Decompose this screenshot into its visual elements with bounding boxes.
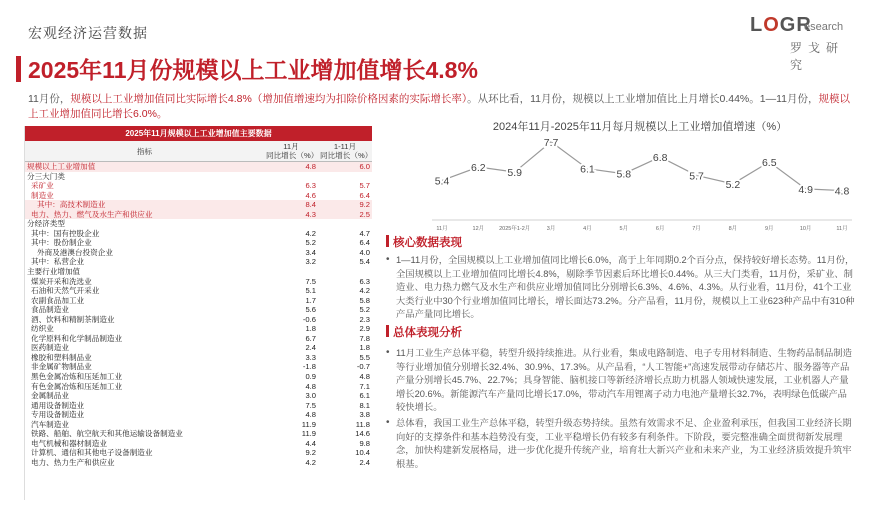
row-name: 黑色金属冶炼和压延加工业: [31, 372, 123, 382]
data-table-panel: [24, 126, 372, 500]
row-ytd-value: 7.1: [359, 381, 370, 391]
row-nov-value: 4.2: [305, 228, 316, 238]
row-nov-value: 4.8: [305, 381, 316, 391]
table-row: [25, 286, 372, 296]
data-label: 5.7: [689, 170, 704, 183]
table-row: [25, 334, 372, 344]
row-name: 非金属矿物制品业: [31, 362, 92, 372]
x-tick-label: 12月: [472, 226, 485, 232]
row-nov-value: 4.3: [264, 210, 318, 220]
logo-mark: LOGR: [750, 14, 812, 36]
core-data-text: 1—11月份，全国规模以上工业增加值同比增长6.0%，高于上年同期0.2个百分点，保持较好增长态势。11月份，全国规模以上工业增加值同比增长4.8%，剔除季节因素后环比增长0.44%。从三大门类看，11月份，采矿业、制造业、电力热力燃气及水生产和供应业增加值同比分别增长6.3%、4.6%、4.3%。从行业看，11月份，41个工业大类行业中30个行业增加值同比增长，增长面达73.2%。分产品看，11月份，规模以上工业623种产品中有310种产品产量同比增长。: [396, 255, 855, 320]
x-tick-label: 8月: [728, 226, 738, 232]
row-ytd-value: 7.8: [359, 333, 370, 343]
table-row: [25, 210, 372, 220]
table-row: [25, 401, 372, 411]
overall-text-1: 11月工业生产总体平稳，转型升级持续推进。从行业看，集成电路制造、电子专用材料制造、生物药品制品制造等行业增加值分别增长32.4%、30.9%、17.3%。从产品看，“人工智能+”高速发展带动存储芯片、服务器等产品产量分别增长45.7%、22.7%；具身智能、脑机接口等新经济增长点助力机器人领域快速发展，工业机器人产量增长20.6%。新能源汽车产量同比增长17.0%，带动汽车用锂离子动力电池产量增长32.7%，表明绿色低碳产品较快增长。: [396, 348, 852, 413]
row-ytd-value: 8.1: [359, 400, 370, 410]
row-nov-value: -0.6: [302, 314, 316, 324]
table-row: [25, 257, 372, 267]
x-tick-label: 2025年1-2月: [499, 226, 531, 232]
heading-bar: [386, 325, 389, 337]
row-ytd-value: 5.4: [359, 257, 370, 267]
table-row: [25, 420, 372, 430]
x-tick-label: 10月: [799, 226, 812, 232]
row-name: 分经济类型: [27, 219, 65, 229]
row-nov-value: 4.4: [305, 438, 316, 448]
row-name: 化学原料和化学制品制造业: [31, 333, 123, 343]
core-data-heading: [386, 234, 462, 250]
row-ytd-value: 14.6: [355, 429, 370, 439]
data-label: 7.7: [543, 136, 559, 149]
row-nov-value: 11.9: [301, 429, 316, 439]
section-label: 宏观经济运营数据: [28, 25, 148, 41]
row-name: 纺织业: [31, 324, 54, 334]
x-tick-label: 11月: [436, 226, 448, 232]
row-name: 采矿业: [31, 181, 54, 191]
row-name: 有色金属冶炼和压延加工业: [31, 381, 123, 391]
data-label: 5.9: [507, 167, 523, 180]
intro-highlight-1: 规模以上工业增加值同比实际增长4.8%（增加值增速均为扣除价格因素的实际增长率）: [70, 93, 468, 105]
row-nov-value: 1.7: [305, 295, 316, 305]
row-name: 制造业: [31, 190, 54, 200]
row-name: 专用设备制造业: [31, 410, 85, 420]
data-label: 6.5: [761, 156, 777, 169]
row-ytd-value: [318, 172, 372, 182]
logo-research-text: esearch: [804, 21, 844, 33]
table-row: [25, 324, 372, 334]
logo: [750, 12, 860, 72]
table-row: [25, 343, 372, 353]
row-name: 其中：国有控股企业: [31, 228, 100, 238]
table-row: [25, 458, 372, 468]
row-name: 金属制品业: [31, 391, 69, 401]
table-row: [25, 448, 372, 458]
row-nov-value: [264, 172, 318, 182]
x-tick-label: 11月: [836, 226, 848, 232]
overall-heading-text: 总体表现分析: [393, 327, 462, 339]
row-nov-value: [264, 219, 318, 229]
x-tick-label: 5月: [619, 226, 629, 232]
chart-title: 2024年11月-2025年11月每月规模以上工业增加值增速（%）: [492, 121, 788, 133]
x-tick-label: 9月: [764, 226, 774, 232]
data-label: 5.2: [725, 178, 741, 191]
row-nov-value: -1.8: [302, 362, 316, 372]
table-row: [25, 219, 372, 229]
row-nov-value: 5.6: [305, 305, 316, 315]
row-name: 铁路、船舶、航空航天和其他运输设备制造业: [31, 429, 183, 439]
row-name: 分三大门类: [27, 171, 65, 181]
table-title: 2025年11月规模以上工业增加值主要数据: [25, 126, 372, 141]
row-name: 酒、饮料和精制茶制造业: [31, 314, 115, 324]
row-nov-value: 4.8: [305, 410, 316, 420]
row-ytd-value: 6.0: [318, 162, 372, 172]
title-accent-bar: [16, 56, 21, 82]
col-header-indicator: 指标: [25, 141, 264, 162]
page-title: 2025年11月份规模以上工业增加值增长4.8%: [28, 57, 478, 83]
row-nov-value: 6.7: [305, 333, 316, 343]
row-nov-value: 3.4: [305, 247, 316, 257]
table-row: [25, 277, 372, 287]
chart-svg: [410, 116, 870, 234]
row-nov-value: 3.2: [305, 257, 316, 267]
row-name: 汽车制造业: [31, 419, 69, 429]
row-name: 石油和天然气开采业: [31, 286, 100, 296]
row-nov-value: 2.4: [305, 343, 316, 353]
row-ytd-value: 2.5: [318, 210, 372, 220]
row-ytd-value: 6.1: [359, 391, 370, 401]
table-row: [25, 439, 372, 449]
row-nov-value: 0.9: [305, 372, 316, 382]
data-label: 6.8: [652, 151, 668, 164]
x-tick-label: 6月: [655, 226, 665, 232]
row-name: 其中：私营企业: [31, 257, 85, 267]
x-tick-label: 4月: [583, 226, 592, 232]
core-data-heading-text: 核心数据表现: [393, 237, 462, 249]
logo-chinese-name: 罗戈研究: [790, 41, 845, 72]
row-name: 计算机、通信和其他电子设备制造业: [31, 448, 153, 458]
data-label: 4.8: [834, 185, 850, 198]
row-nov-value: 4.2: [305, 457, 316, 467]
row-name: 农副食品加工业: [31, 295, 85, 305]
row-name: 电力、热力、燃气及水生产和供应业: [25, 210, 264, 220]
row-nov-value: 7.5: [305, 400, 316, 410]
table-row: [25, 382, 372, 392]
data-label: 6.2: [471, 162, 486, 174]
intro-text-2: 。从环比看，11月份，规模以上工业增加值比上月增长0.44%。1—11月份，: [467, 93, 819, 105]
table-row: [25, 372, 372, 382]
overall-text-2: 总体看，我国工业生产总体平稳，转型升级态势持续。虽然有效需求不足、企业盈利承压，但我国工业经济长期向好的支撑条件和基本趋势没有变，工业平稳增长仍有较多有利条件。下阶段，要完整准确全面贯彻新发展理念，加快构建新发展格局，进一步优化提升传统产业，培育壮大新兴产业和未来产业，为工业经济质效提升筑牢根基。: [396, 418, 852, 469]
row-name: 通用设备制造业: [31, 400, 85, 410]
heading-bar: [386, 235, 389, 247]
row-name: 主要行业增加值: [27, 267, 81, 277]
table-row: [25, 296, 372, 306]
table-row: [25, 181, 372, 191]
row-nov-value: 3.3: [305, 352, 316, 362]
col-header-nov: 11月 同比增长（%）: [266, 142, 319, 160]
x-tick-label: 7月: [692, 226, 701, 232]
row-ytd-value: 4.8: [359, 372, 370, 382]
row-ytd-value: [318, 267, 372, 277]
x-tick-label: 3月: [546, 226, 556, 232]
row-nov-value: 5.2: [305, 238, 316, 248]
bullet-2: •: [386, 347, 390, 358]
data-label: 6.1: [580, 163, 595, 176]
row-ytd-value: 6.4: [359, 238, 370, 248]
overall-heading: [386, 324, 462, 340]
row-name: 电力、热力生产和供应业: [31, 457, 115, 467]
table-row: [25, 162, 372, 172]
table-row: [25, 410, 372, 420]
row-nov-value: 4.6: [305, 190, 316, 200]
row-ytd-value: 4.2: [359, 286, 370, 296]
row-nov-value: 9.2: [305, 448, 316, 458]
table-row: [25, 200, 372, 210]
table-row: [25, 391, 372, 401]
row-ytd-value: 4.7: [359, 228, 370, 238]
row-ytd-value: [318, 219, 372, 229]
row-name: 其中：高技术制造业: [25, 200, 264, 210]
row-ytd-value: 10.4: [355, 448, 370, 458]
row-nov-value: 5.1: [305, 286, 316, 296]
row-nov-value: [264, 267, 318, 277]
series-line: [442, 142, 842, 191]
row-ytd-value: 9.2: [318, 200, 372, 210]
row-ytd-value: -0.7: [356, 362, 370, 372]
row-ytd-value: 4.0: [359, 247, 370, 257]
row-ytd-value: 5.2: [359, 305, 370, 315]
row-ytd-value: 5.7: [359, 181, 370, 191]
col-header-ytd: 1-11月 同比增长（%）: [320, 142, 372, 160]
table-row: [25, 362, 372, 372]
line-chart: [410, 116, 870, 234]
row-name: 煤炭开采和洗选业: [31, 276, 92, 286]
row-nov-value: 11.9: [301, 419, 316, 429]
row-name: 橡胶和塑料制品业: [31, 352, 92, 362]
row-nov-value: 7.5: [305, 276, 316, 286]
row-nov-value: 8.4: [264, 200, 318, 210]
table-row: [25, 429, 372, 439]
row-ytd-value: 9.8: [359, 438, 370, 448]
table-body: [25, 162, 372, 468]
row-name: 外商及港澳台投资企业: [37, 247, 113, 257]
row-ytd-value: 1.8: [359, 343, 370, 353]
table-row: [25, 172, 372, 182]
intro-highlight-2: 规模以上工业增加值同比增长6.0%。: [28, 93, 851, 120]
row-name: 其中：股份制企业: [31, 238, 92, 248]
data-label: 4.9: [798, 183, 813, 196]
table-row: [25, 305, 372, 315]
row-nov-value: 3.0: [305, 391, 316, 401]
table-row: [25, 229, 372, 239]
row-nov-value: 4.8: [264, 162, 318, 172]
row-ytd-value: 2.4: [359, 457, 370, 467]
row-ytd-value: 5.5: [359, 352, 370, 362]
row-ytd-value: 5.8: [359, 295, 370, 305]
bullet-1: •: [386, 254, 390, 265]
row-name: 规模以上工业增加值: [25, 162, 264, 172]
data-table: [25, 141, 372, 468]
table-row: [25, 191, 372, 201]
row-ytd-value: 6.4: [359, 190, 370, 200]
row-name: 电气机械和器材制造业: [31, 438, 107, 448]
intro-text-1: 11月份，: [28, 93, 71, 105]
table-row: [25, 238, 372, 248]
row-ytd-value: 2.3: [359, 314, 370, 324]
table-row: [25, 315, 372, 325]
data-label: 5.8: [616, 168, 632, 181]
row-ytd-value: 3.8: [359, 410, 370, 420]
bullet-3: •: [386, 417, 390, 428]
table-row: [25, 267, 372, 277]
row-ytd-value: 6.3: [359, 276, 370, 286]
row-ytd-value: 2.9: [359, 324, 370, 334]
row-ytd-value: 11.8: [355, 419, 370, 429]
row-name: 食品制造业: [31, 305, 69, 315]
row-nov-value: 1.8: [305, 324, 316, 334]
row-name: 医药制造业: [31, 343, 69, 353]
data-label: 5.4: [434, 175, 450, 188]
row-nov-value: 6.3: [305, 181, 316, 191]
